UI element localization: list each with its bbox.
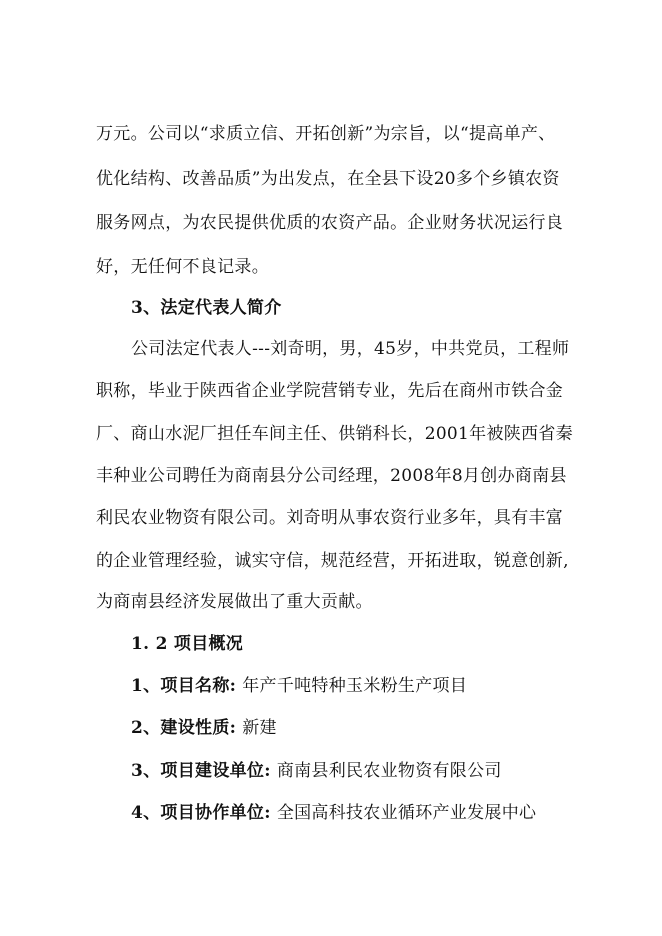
project-item-3 [131, 760, 502, 782]
project-item-4-value: 全国高科技农业循环产业发展中心 [276, 803, 537, 823]
project-item-1-label: 1、项目名称: [131, 676, 237, 696]
paragraph2-line-4: 丰种业公司聘任为商南县分公司经理，2008年8月创办商南县 [96, 466, 567, 486]
paragraph2-line-1: 公司法定代表人---刘奇明，男，45岁，中共党员，工程师 [131, 339, 570, 359]
paragraph1-line-1: 万元。公司以“求质立信、开拓创新”为宗旨，以“提高单产、 [96, 124, 556, 144]
paragraph2-line-2: 职称，毕业于陕西省企业学院营销专业，先后在商州市铁合金 [96, 381, 564, 401]
paragraph2-line-5: 利民农业物资有限公司。刘奇明从事农资行业多年，具有丰富 [96, 508, 564, 528]
paragraph2-line-3: 厂、商山水泥厂担任车间主任、供销科长，2001年被陕西省秦 [96, 424, 573, 444]
paragraph1-line-4: 好，无任何不良记录。 [96, 257, 269, 277]
project-item-2 [131, 717, 277, 739]
project-item-2-label: 2、建设性质: [131, 718, 237, 738]
section-3-heading: 3、法定代表人简介 [131, 298, 282, 318]
paragraph2-line-7: 为商南县经济发展做出了重大贡献。 [96, 592, 373, 612]
paragraph1-line-3: 服务网点，为农民提供优质的农资产品。企业财务状况运行良 [96, 213, 564, 233]
paragraph2-line-6: 的企业管理经验，诚实守信，规范经营，开拓进取，锐意创新, [96, 551, 569, 571]
project-item-1 [131, 675, 467, 697]
project-item-4-label: 4、项目协作单位: [131, 803, 271, 823]
project-item-3-value: 商南县利民农业物资有限公司 [276, 761, 502, 781]
section-1-2-heading: 1. 2 项目概况 [131, 634, 244, 654]
paragraph1-line-2: 优化结构、改善品质”为出发点，在全县下设20多个乡镇农资 [96, 169, 560, 189]
project-item-2-value: 新建 [242, 718, 277, 738]
project-item-1-value: 年产千吨特种玉米粉生产项目 [242, 676, 468, 696]
project-item-3-label: 3、项目建设单位: [131, 761, 271, 781]
project-item-4 [131, 802, 536, 824]
